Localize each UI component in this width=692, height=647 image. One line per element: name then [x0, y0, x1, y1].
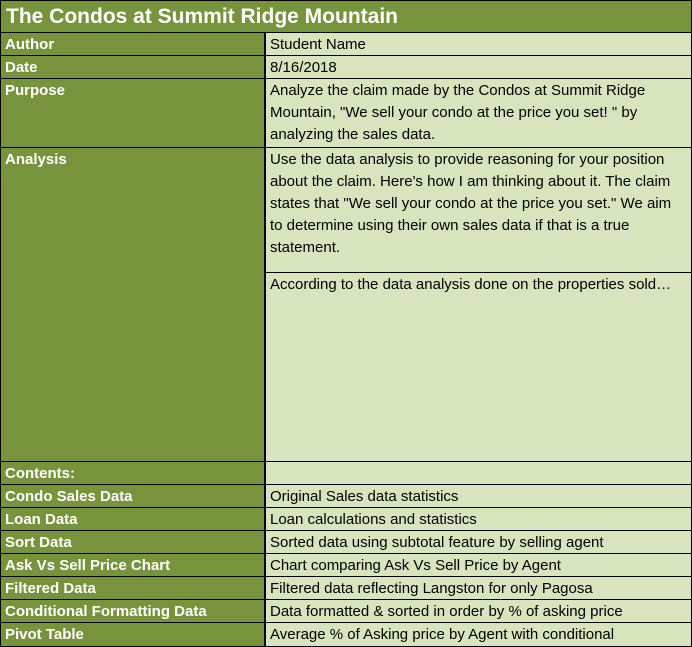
contents-item-value[interactable]: Original Sales data statistics: [265, 485, 691, 508]
author-label[interactable]: Author: [1, 33, 264, 56]
contents-item-value[interactable]: Data formatted & sorted in order by % of asking price: [265, 600, 691, 623]
author-value[interactable]: Student Name: [265, 33, 691, 56]
contents-item-row: [1, 508, 691, 531]
analysis-value[interactable]: Use the data analysis to provide reasoning for your position about the claim. Here's how I am thinking about it. The claim states that "We sell your condo at the price you set." We aim to determine using their own sales data if that is a true statement.: [265, 148, 691, 273]
contents-header-row: [1, 462, 691, 485]
contents-label[interactable]: Contents:: [1, 462, 264, 485]
author-row: [1, 33, 691, 56]
contents-item-label[interactable]: Pivot Table: [1, 623, 264, 646]
purpose-value[interactable]: Analyze the claim made by the Condos at Summit Ridge Mountain, "We sell your condo at the price you set! " by analyzing the sales data.: [265, 79, 691, 148]
contents-item-row: [1, 531, 691, 554]
sheet-title[interactable]: The Condos at Summit Ridge Mountain: [1, 1, 691, 33]
analysis-row: [1, 148, 691, 462]
contents-item-label[interactable]: Conditional Formatting Data: [1, 600, 264, 623]
contents-item-value[interactable]: Sorted data using subtotal feature by selling agent: [265, 531, 691, 554]
contents-item-label[interactable]: Loan Data: [1, 508, 264, 531]
purpose-label[interactable]: Purpose: [1, 79, 264, 148]
contents-item-label[interactable]: Condo Sales Data: [1, 485, 264, 508]
contents-item-label[interactable]: Sort Data: [1, 531, 264, 554]
date-label[interactable]: Date: [1, 56, 264, 79]
date-row: [1, 56, 691, 79]
date-value[interactable]: 8/16/2018: [265, 56, 691, 79]
purpose-row: [1, 79, 691, 148]
contents-item-row: [1, 485, 691, 508]
contents-item-row: [1, 623, 691, 646]
title-row: [1, 1, 691, 33]
contents-item-value[interactable]: Average % of Asking price by Agent with conditional: [265, 623, 691, 646]
contents-item-label[interactable]: Filtered Data: [1, 577, 264, 600]
contents-item-row: [1, 554, 691, 577]
contents-value[interactable]: [265, 462, 691, 485]
analysis-continued-value[interactable]: According to the data analysis done on the properties sold…: [265, 273, 691, 462]
contents-item-value[interactable]: Chart comparing Ask Vs Sell Price by Agent: [265, 554, 691, 577]
contents-item-row: [1, 577, 691, 600]
contents-item-value[interactable]: Filtered data reflecting Langston for only Pagosa: [265, 577, 691, 600]
analysis-label[interactable]: Analysis: [1, 148, 264, 462]
contents-item-row: [1, 600, 691, 623]
contents-item-value[interactable]: Loan calculations and statistics: [265, 508, 691, 531]
contents-item-label[interactable]: Ask Vs Sell Price Chart: [1, 554, 264, 577]
